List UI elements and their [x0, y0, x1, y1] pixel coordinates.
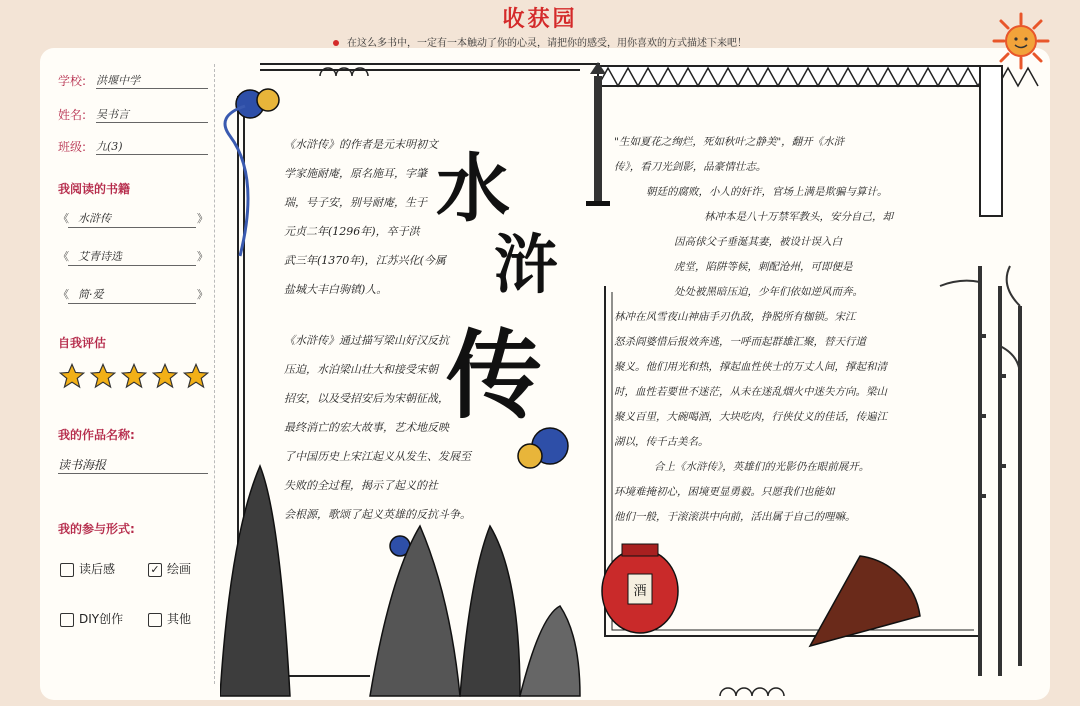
text-line: 合上《水浒传》，英雄们的光影仍在眼前展开。: [654, 461, 870, 473]
page-subtitle: [0, 34, 1080, 49]
option-label: 读后感: [79, 562, 116, 576]
book-title: 水浒传: [78, 212, 111, 225]
text-line: 《水浒传》通过描写梁山好汉反抗: [284, 334, 449, 347]
text-line: 朝廷的腐败，小人的奸诈，官场上满是欺骗与算计。: [646, 186, 888, 198]
text-line: 了中国历史上宋江起义从发生、发展至: [284, 450, 471, 463]
poster-title-char-2: 浒: [494, 228, 558, 303]
book-item-3[interactable]: [58, 286, 208, 306]
class-label: 班级:: [58, 140, 87, 154]
text-line: 传》，看刀光剑影，品豪情壮志。: [614, 161, 767, 173]
book-underline: [68, 227, 196, 228]
text-line: 处处被黑暗压迫，少年们依如逆风而奔。: [674, 286, 863, 298]
poster-title-char-3: 传: [446, 319, 542, 432]
self-eval-heading: 自我评估: [58, 336, 107, 350]
option-label: 绘画: [167, 562, 192, 576]
text-line: 最终消亡的宏大故事，艺术地反映: [284, 421, 449, 434]
text-line: 失败的全过程，揭示了起义的社: [284, 479, 438, 492]
name-field: [58, 106, 210, 128]
text-line: 时，血性若要世不迷茫，从未在迷乱烟火中迷失方向。梁山: [614, 386, 887, 398]
text-line: 瑞，号子安，别号耐庵，生于: [284, 196, 427, 209]
paragraph-reflection: [614, 130, 954, 530]
paragraph-author: [284, 130, 484, 304]
text-line: 盐城大丰白驹镇)人。: [284, 283, 388, 296]
star-icon[interactable]: [151, 362, 179, 390]
book-close-bracket: 》: [197, 250, 208, 263]
text-line: 怒杀阎婆惜后报效奔逃，一呼而起群雄汇聚，替天行道: [614, 336, 866, 348]
books-heading: 我阅读的书籍: [58, 182, 131, 196]
book-close-bracket: 》: [197, 212, 208, 225]
text-line: 会根源，歌颂了起义英雄的反抗斗争。: [284, 508, 471, 521]
text-line: 环境难掩初心，困境更显勇毅。只愿我们也能如: [614, 486, 835, 498]
poster-title-char-1: 水: [436, 146, 510, 232]
paragraph-summary: [284, 326, 489, 529]
name-value[interactable]: 吴书言: [96, 106, 208, 123]
book-close-bracket: 》: [197, 288, 208, 301]
text-line: 武三年(1370年)，江苏兴化(今属: [284, 254, 446, 267]
option-reading-notes[interactable]: [60, 560, 115, 577]
book-open-bracket: 《: [58, 250, 69, 263]
school-field: [58, 72, 210, 94]
book-underline: [68, 265, 196, 266]
book-title: 简·爱: [78, 288, 104, 301]
column-divider: [214, 64, 215, 684]
text-line: "生如夏花之绚烂，死如秋叶之静美"，翻开《水浒: [614, 136, 845, 148]
participation-heading: 我的参与形式:: [58, 522, 135, 536]
checkbox[interactable]: [148, 613, 162, 627]
checkbox[interactable]: [60, 613, 74, 627]
text-line: 聚义百里，大碗喝酒，大块吃肉，行侠仗义的佳话，传遍江: [614, 411, 887, 423]
class-value[interactable]: 九(3): [96, 138, 208, 155]
option-label: 其他: [167, 612, 192, 626]
text-line: 林冲在风雪夜山神庙手刃仇敌，挣脱所有枷锁。宋江: [614, 311, 856, 323]
star-icon[interactable]: [89, 362, 117, 390]
text-line: 压迫，水泊梁山壮大和接受宋朝: [284, 363, 438, 376]
bullet-dot-icon: [333, 40, 339, 46]
text-line: 他们一般，于滚滚洪中向前，活出属于自己的哩嘛。: [614, 511, 856, 523]
text-line: 聚义。他们用光和热，撑起血性侠士的万丈人间，撑起和清: [614, 361, 887, 373]
option-drawing[interactable]: [148, 560, 191, 577]
work-title-value[interactable]: 读书海报: [58, 456, 208, 474]
option-label: DIY创作: [79, 612, 124, 626]
star-icon[interactable]: [182, 362, 210, 390]
checkbox[interactable]: [60, 563, 74, 577]
option-diy[interactable]: [60, 610, 123, 627]
text-line: 林冲本是八十万禁军教头，安分自己，却: [704, 211, 893, 223]
star-icon[interactable]: [120, 362, 148, 390]
text-line: 《水浒传》的作者是元末明初文: [284, 138, 438, 151]
school-value[interactable]: 洪堰中学: [96, 72, 208, 89]
page-title: 收获园: [502, 7, 578, 32]
star-icon[interactable]: [58, 362, 86, 390]
book-underline: [68, 303, 196, 304]
book-title: 艾青诗选: [78, 250, 122, 263]
text-line: 学家施耐庵，原名施耳，字肇: [284, 167, 427, 180]
book-open-bracket: 《: [58, 288, 69, 301]
checkbox-checked[interactable]: ✓: [148, 563, 162, 577]
text-line: 元贞二年(1296年)，卒于洪: [284, 225, 420, 238]
school-label: 学校:: [58, 74, 87, 88]
text-line: 因高俅父子垂涎其妻，被设计误入白: [674, 236, 842, 248]
text-line: 湖以，传千古美名。: [614, 436, 709, 448]
class-field: [58, 138, 210, 160]
star-rating[interactable]: [58, 362, 218, 390]
book-item-2[interactable]: [58, 248, 208, 268]
text-line: 招安，以及受招安后为宋朝征战，: [284, 392, 449, 405]
subtitle-text: 在这么多书中，一定有一本触动了你的心灵，请把你的感受，用你喜欢的方式描述下来吧！: [347, 38, 747, 49]
option-other[interactable]: [148, 610, 191, 627]
work-title-heading: 我的作品名称:: [58, 428, 135, 442]
jar-label: 酒: [633, 584, 647, 599]
text-line: 虎堂，陷阱等候，刺配沧州，可即便是: [674, 261, 853, 273]
folding-fan-icon: [810, 556, 920, 646]
book-item-1[interactable]: [58, 210, 208, 230]
name-label: 姓名:: [58, 108, 87, 122]
book-open-bracket: 《: [58, 212, 69, 225]
